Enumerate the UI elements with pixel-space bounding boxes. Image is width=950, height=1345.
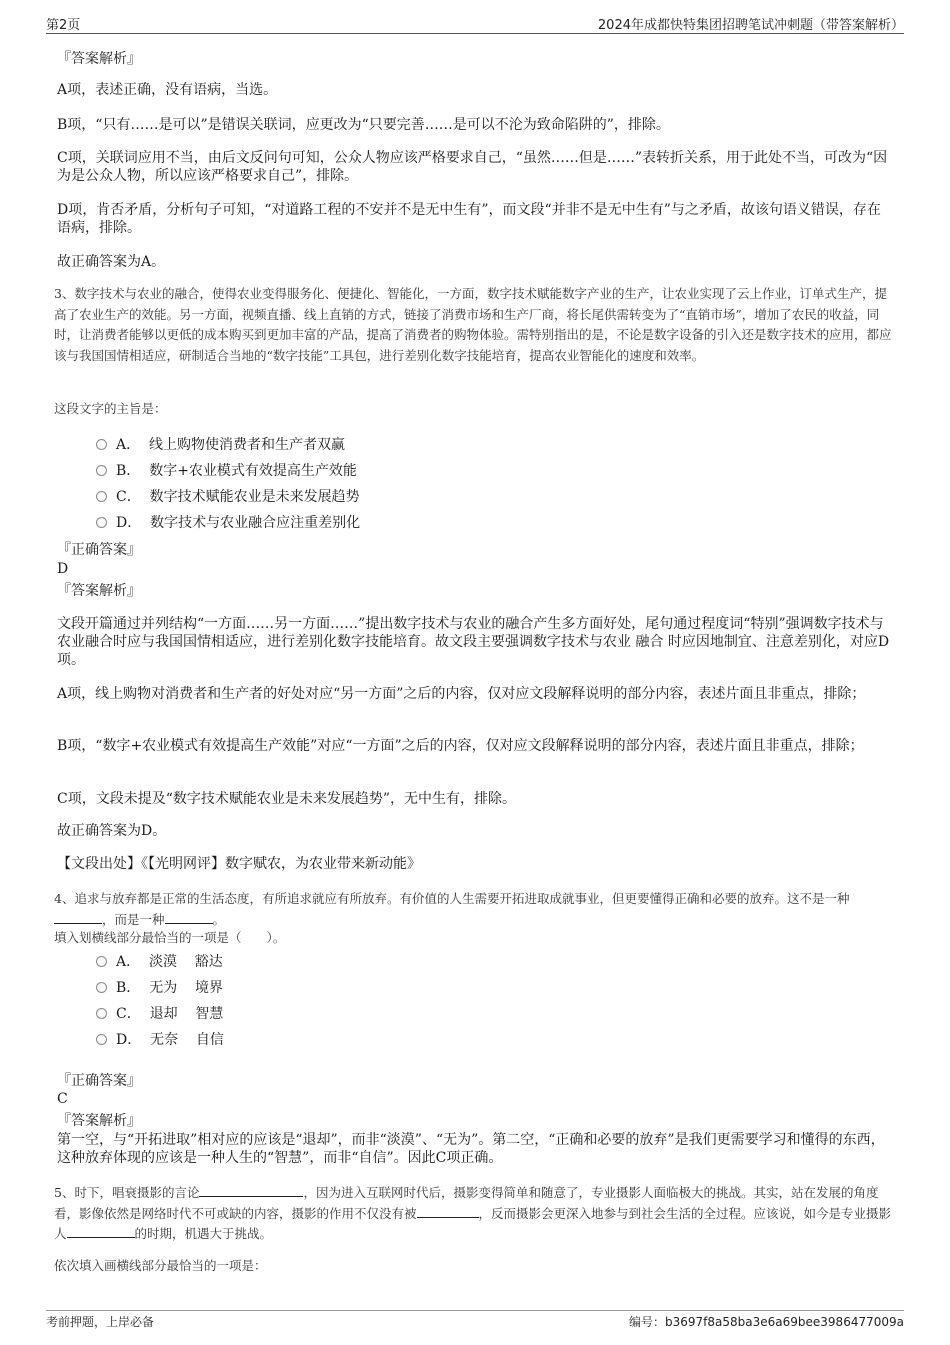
option-label: A． 线上购物使消费者和生产者双赢 [116, 437, 346, 453]
footer-serial: 编号：b3697f8a58ba3e6a69bee3986477009a [629, 1315, 904, 1329]
header-divider [46, 33, 904, 34]
q3-option-b[interactable] [96, 462, 357, 480]
q3-answer: D [57, 561, 69, 577]
q4-option-b[interactable] [96, 979, 223, 997]
q3-option-a[interactable] [96, 436, 345, 454]
q2-analysis-a: A项，表述正确，没有语病，当选。 [57, 82, 278, 98]
q4-prompt: 填入划横线部分最恰当的一项是（ ）。 [54, 930, 286, 945]
q2-conclusion: 故正确答案为A。 [57, 254, 166, 270]
q5-prompt: 依次填入画横线部分最恰当的一项是： [54, 1258, 267, 1273]
q3-analysis-a: A项，线上购物对消费者和生产者的好处对应“另一方面”之后的内容，仅对应文段解释说明的部分内容，表述片面且非重点，排除； [57, 686, 866, 702]
option-label: B． 数字+农业模式有效提高生产效能 [116, 463, 357, 479]
q4-answer: C [57, 1091, 68, 1107]
radio-icon[interactable] [96, 1034, 107, 1045]
q3-source: 【文段出处】《【光明网评】数字赋农，为农业带来新动能》 [57, 856, 421, 872]
q4-analysis: 第一空，与“开拓进取”相对应的应该是“退却”，而非“淡漠”、“无为”。第二空，“正确和必要的放弃”是我们更需要学习和懂得的东西，这种放弃体现的应该是一种人生的“智慧”，而非“自信”。因此C项正确。 [57, 1132, 885, 1166]
q2-analysis-b: B项，“只有……是可以”是错误关联词，应更改为“只要完善……是可以不沦为致命陷阱的”，排除。 [57, 117, 670, 133]
q4-blank-2 [165, 910, 213, 924]
q4-answer-label: 『正确答案』 [57, 1073, 141, 1089]
q3-analysis-b: B项，“数字+农业模式有效提高生产效能”对应“一方面”之后的内容，仅对应文段解释说明的部分内容，表述片面且非重点，排除； [57, 738, 864, 754]
option-label: C． 数字技术赋能农业是未来发展趋势 [116, 489, 360, 505]
q3-prompt: 这段文字的主旨是： [54, 401, 167, 416]
option-label: B． 无为 境界 [116, 980, 223, 996]
q5-blank-3 [67, 1224, 135, 1238]
q3-option-c[interactable] [96, 488, 360, 506]
radio-icon[interactable] [96, 982, 107, 993]
footer-divider [46, 1310, 904, 1311]
q4-stem: 4、追求与放弃都是正常的生活态度，有所追求就应有所放弃。有价值的人生需要开拓进取成就事业，但更要懂得正确和必要的放弃。这不是一种，而是一种 。 [54, 891, 850, 927]
q2-analysis-c: C项，关联词应用不当，由后文反问句可知，公众人物应该严格要求自己，“虽然……但是……”表转折关系，用于此处不当，可改为“因为是公众人物，所以应该严格要求自己”，排除。 [57, 150, 888, 184]
q3-option-d[interactable] [96, 514, 360, 532]
option-label: D． 无奈 自信 [116, 1032, 224, 1048]
q5-blank-2 [417, 1204, 479, 1218]
q4-analysis-label: 『答案解析』 [57, 1113, 141, 1129]
q5-blank-1 [199, 1183, 303, 1197]
q3-answer-label: 『正确答案』 [57, 542, 141, 558]
footer-slogan: 考前押题，上岸必备 [46, 1315, 155, 1329]
option-label: C． 退却 智慧 [116, 1006, 224, 1022]
option-label: D． 数字技术与农业融合应注重差别化 [116, 515, 361, 531]
radio-icon[interactable] [96, 439, 107, 450]
q4-blank-1 [54, 910, 102, 924]
q4-option-c[interactable] [96, 1005, 223, 1023]
radio-icon[interactable] [96, 517, 107, 528]
q3-stem: 3、数字技术与农业的融合，使得农业变得服务化、便捷化、智能化，一方面，数字技术赋能数字产业的生产，让农业实现了云上作业，订单式生产，提高了农业生产的效能。另一方面，视频直播、线上直销的方式，链接了消费市场和生产厂商，将长尾供需转变为了“直销市场”，增加了农民的收益，同时，让消费者能够以更低的成本购买到更加丰富的产品，提高了消费者的购物体验。需特别指出的是，不论是数字设备的引入还是数字技术的应用，都应该与我国国情相适应，研制适合当地的“数字技能”工具包，进行差别化数字技能培育，提高农业智能化的速度和效率。 [54, 286, 892, 363]
radio-icon[interactable] [96, 465, 107, 476]
option-label: A． 淡漠 豁达 [116, 954, 223, 970]
q3-analysis-intro: 文段开篇通过并列结构“一方面……另一方面……”提出数字技术与农业的融合产生多方面好处，尾句通过程度词“特别”强调数字技术与农业融合时应与我国国情相适应，进行差别化数字技能培育。故文段主要强调数字技术与农业 融合 时应因地制宜、注意差别化，对应D项。 [57, 616, 890, 668]
q3-analysis-label: 『答案解析』 [57, 583, 141, 599]
q2-analysis-d: D项，肯否矛盾，分析句子可知，“对道路工程的不安并不是无中生有”，而文段“并非不是无中生有”与之矛盾，故该句语义错误，存在语病，排除。 [57, 202, 881, 236]
q4-option-a[interactable] [96, 953, 223, 971]
radio-icon[interactable] [96, 1008, 107, 1019]
page-number: 第2页 [46, 18, 81, 33]
document-title: 2024年成都快特集团招聘笔试冲刺题（带答案解析） [597, 18, 904, 33]
q5-stem: 5、时下，唱衰摄影的言论 ，因为进入互联网时代后，摄影变得简单和随意了，专业摄影人面临极大的挑战。其实，站在发展的角度看，影像依然是网络时代不可或缺的内容，摄影的作用不仅没有被 ，反而摄影会更深入地参与到社会生活的全过程。应该说，如今是专业摄影人 的时期，机遇大于挑战。 [54, 1185, 892, 1241]
q3-conclusion: 故正确答案为D。 [57, 823, 167, 839]
q3-analysis-c: C项，文段未提及“数字技术赋能农业是未来发展趋势”，无中生有，排除。 [57, 791, 517, 807]
q2-analysis-label: 『答案解析』 [57, 51, 141, 67]
radio-icon[interactable] [96, 956, 107, 967]
q4-option-d[interactable] [96, 1031, 224, 1049]
radio-icon[interactable] [96, 491, 107, 502]
